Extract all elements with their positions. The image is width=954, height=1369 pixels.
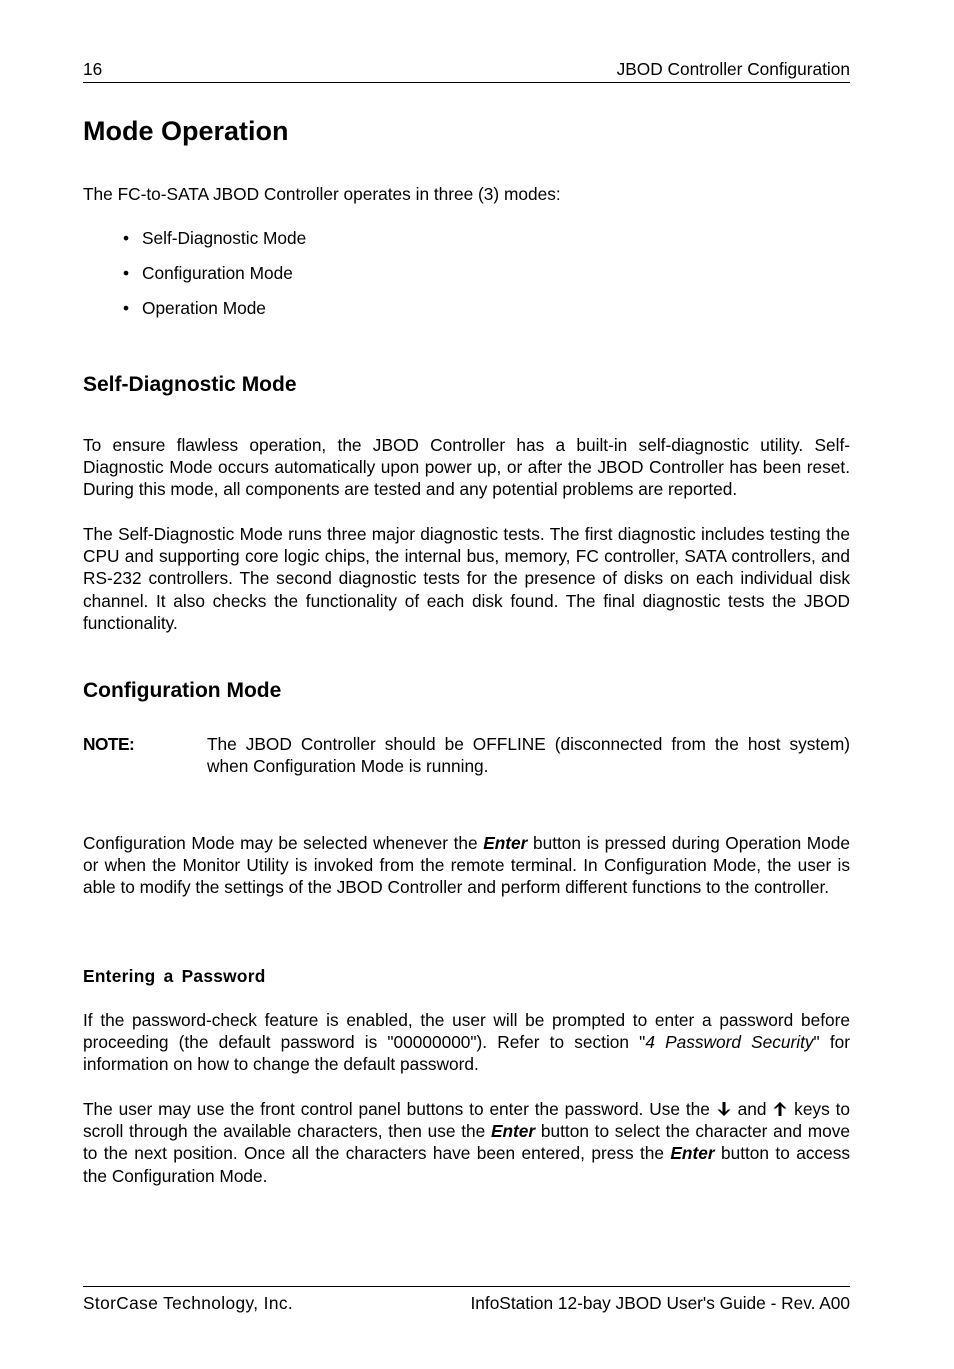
enter-key-term: Enter (490, 1121, 536, 1142)
document-page (83, 0, 850, 1369)
configuration-paragraph (83, 832, 850, 899)
self-diagnostic-paragraph-1: To ensure flawless operation, the JBOD Controller has a built-in self-diagnostic utility. Self-Diagnostic Mode occurs automatically upon power up, or after the JBOD Controller has been reset. During this mode, all components are tested and any potential problems are reported. (83, 435, 850, 500)
page-title: Mode Operation (83, 116, 289, 146)
text-run: " for information on how to change the default password. (83, 1032, 851, 1075)
footer-company: StorCase Technology, Inc. (83, 1293, 294, 1313)
password-heading: Entering a Password (83, 966, 266, 986)
footer-rule (83, 1286, 850, 1287)
bullet-icon: • (123, 298, 130, 318)
note-block (83, 733, 850, 777)
text-run: button to select the character and move to the next position. Once all the characters have been entered, press the (83, 1121, 850, 1164)
enter-key-term: Enter (483, 833, 528, 853)
self-diagnostic-paragraph-2: The Self-Diagnostic Mode runs three major diagnostic tests. The first diagnostic includes testing the CPU and supporting core logic chips, the internal bus, memory, FC controller, SATA controllers, and RS-232 controllers. The second diagnostic tests for the presence of disks on each individual disk channel. It also checks the functionality of each disk found. The final diagnostic tests the JBOD functionality. (83, 524, 850, 633)
enter-key-term: Enter (670, 1143, 715, 1164)
self-diagnostic-heading: Self-Diagnostic Mode (83, 373, 297, 396)
list-item (123, 296, 306, 331)
bullet-icon: • (123, 263, 130, 283)
footer-guide-title: InfoStation 12-bay JBOD User's Guide - Rev. A00 (470, 1293, 850, 1313)
text-run: The user may use the front control panel buttons to enter the password. Use the (83, 1099, 716, 1119)
bullet-icon: • (123, 228, 130, 248)
list-item (123, 226, 306, 261)
list-item (123, 261, 306, 296)
text-run: keys to scroll through the available characters, then use the (83, 1099, 850, 1142)
password-paragraph-2 (83, 1098, 850, 1187)
list-item-label: Configuration Mode (142, 263, 293, 283)
list-item-label: Self-Diagnostic Mode (142, 228, 307, 248)
mode-list (123, 226, 306, 331)
arrow-up-icon (772, 1101, 788, 1117)
text-run: Configuration Mode may be selected whenever the (83, 833, 484, 853)
configuration-heading: Configuration Mode (83, 679, 282, 702)
arrow-down-icon (716, 1101, 732, 1117)
page-header (83, 56, 850, 80)
note-text: The JBOD Controller should be OFFLINE (disconnected from the host system) when Configuration Mode is running. (207, 734, 850, 777)
text-run: button is pressed during Operation Mode or when the Monitor Utility is invoked from the remote terminal. In Configuration Mode, the user is able to modify the settings of the JBOD Controller and perform different functions to the controller. (83, 833, 850, 898)
header-rule (83, 82, 850, 83)
page-number: 16 (83, 59, 103, 79)
note-label: NOTE: (83, 734, 135, 754)
intro-paragraph: The FC-to-SATA JBOD Controller operates in three (3) modes: (83, 184, 561, 204)
text-run: button to access the Configuration Mode. (83, 1143, 850, 1186)
text-run: and (731, 1099, 773, 1119)
section-reference: 4 Password Security (645, 1032, 814, 1053)
password-paragraph-1 (83, 1009, 850, 1076)
page-footer (83, 1292, 850, 1314)
list-item-label: Operation Mode (142, 298, 266, 318)
text-run: If the password-check feature is enabled, the user will be prompted to enter a password before proceeding (the default password is "00000000"). Refer to section " (83, 1010, 850, 1053)
running-section-title: JBOD Controller Configuration (616, 59, 850, 79)
